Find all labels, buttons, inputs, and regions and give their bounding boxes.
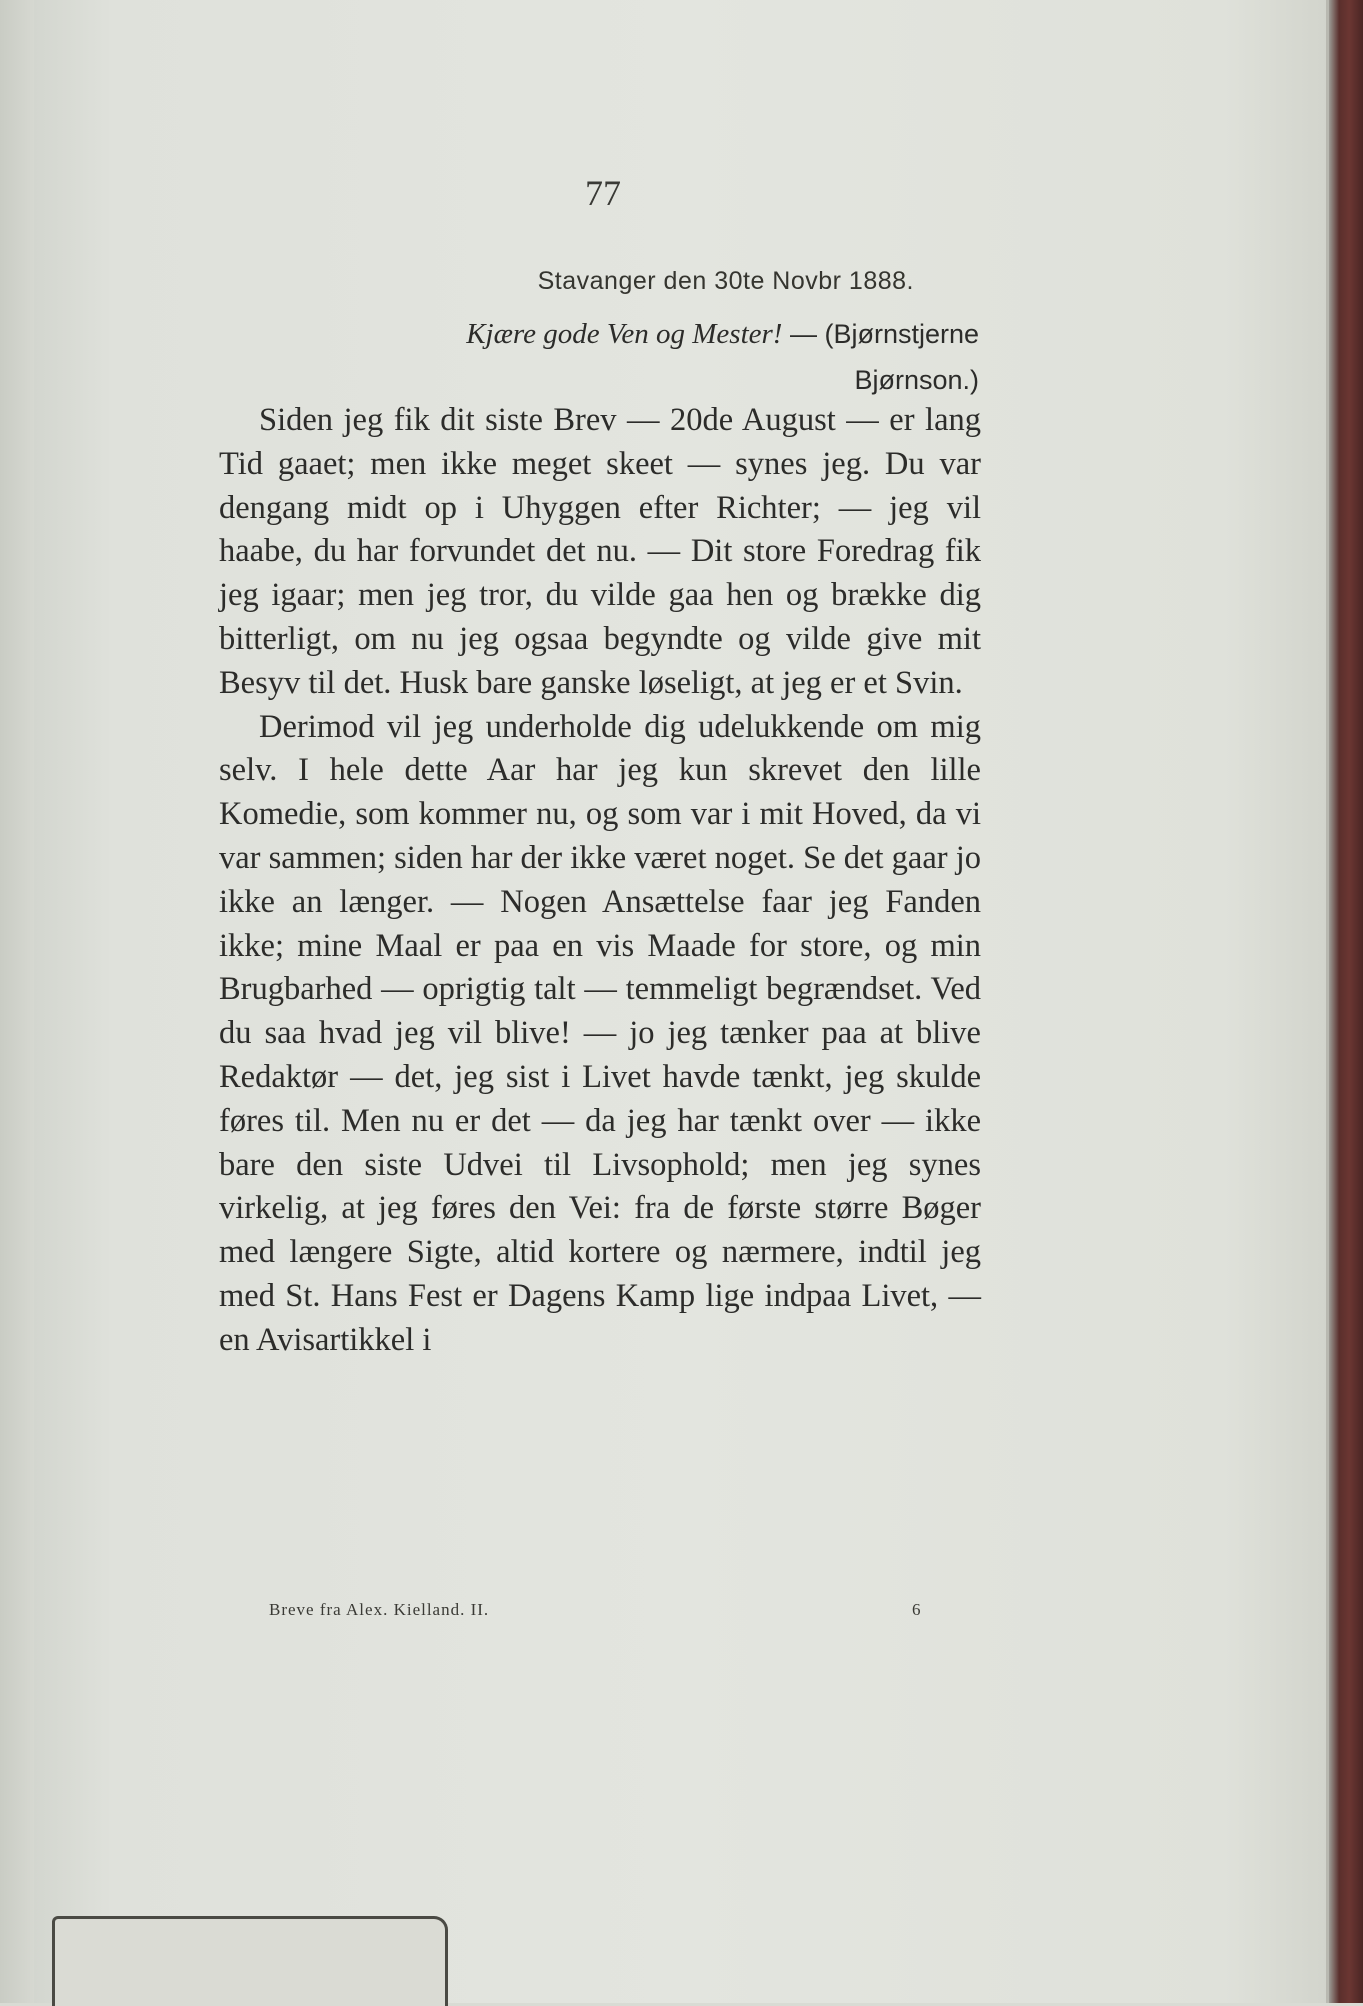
body-paragraph-2: Derimod vil jeg underholde dig udelukkende om mig selv. I hele dette Aar har jeg kun skrevet den lille Komedie, som kommer nu, og som var i mit Hoved, da vi var sammen; siden har der ikke været noget. Se det gaar jo ikke an længer. — Nogen Ansættelse faar jeg Fanden ikke; mine Maal er paa en vis Maade for store, og min Brugbarhed — oprigtig talt — temmeligt begrændset. Ved du saa hvad jeg vil blive! — jo jeg tænker paa at blive Redaktør — det, jeg sist i Livet havde tænkt, jeg skulde føres til. Men nu er det — da jeg har tænkt over — ikke bare den siste Udvei til Livsophold; men jeg synes virkelig, at jeg føres den Vei: fra de første større Bøger med længere Sigte, altid kortere og nærmere, indtil jeg med St. Hans Fest er Dagens Kamp lige indpaa Livet, — en Avisartikkel i [219,708,981,1358]
letter-dateline: Stavanger den 30te Novbr 1888. [537,267,914,295]
letter-body [219,399,981,1363]
salutation-recipient: — (Bjørnstjerne [782,319,979,349]
body-paragraph-1: Siden jeg fik dit siste Brev — 20de August — er lang Tid gaaet; men ikke meget skeet — synes jeg. Du var dengang midt op i Uhyggen efter Richter; — jeg vil haabe, du har forvundet det nu. — Dit store Foredrag fik jeg igaar; men jeg tror, du vilde gaa hen og brække dig bitterligt, om nu jeg ogsaa begyndte og vilde give mit Besyv til det. Husk bare ganske løseligt, at jeg er et Svin. [219,402,981,701]
letter-salutation [314,312,979,356]
book-cover-edge [1329,0,1363,2003]
salutation-recipient-cont: Bjørnson.) [854,365,979,395]
signature-mark-title: Breve fra Alex. Kielland. II. [269,1600,490,1619]
page-number: 77 [585,173,621,213]
salutation-greeting: Kjære gode Ven og Mester! [466,318,783,350]
book-page [34,0,1329,2003]
library-tab [52,1916,448,2006]
book-gutter [0,0,34,2003]
signature-mark-number: 6 [912,1600,921,1619]
